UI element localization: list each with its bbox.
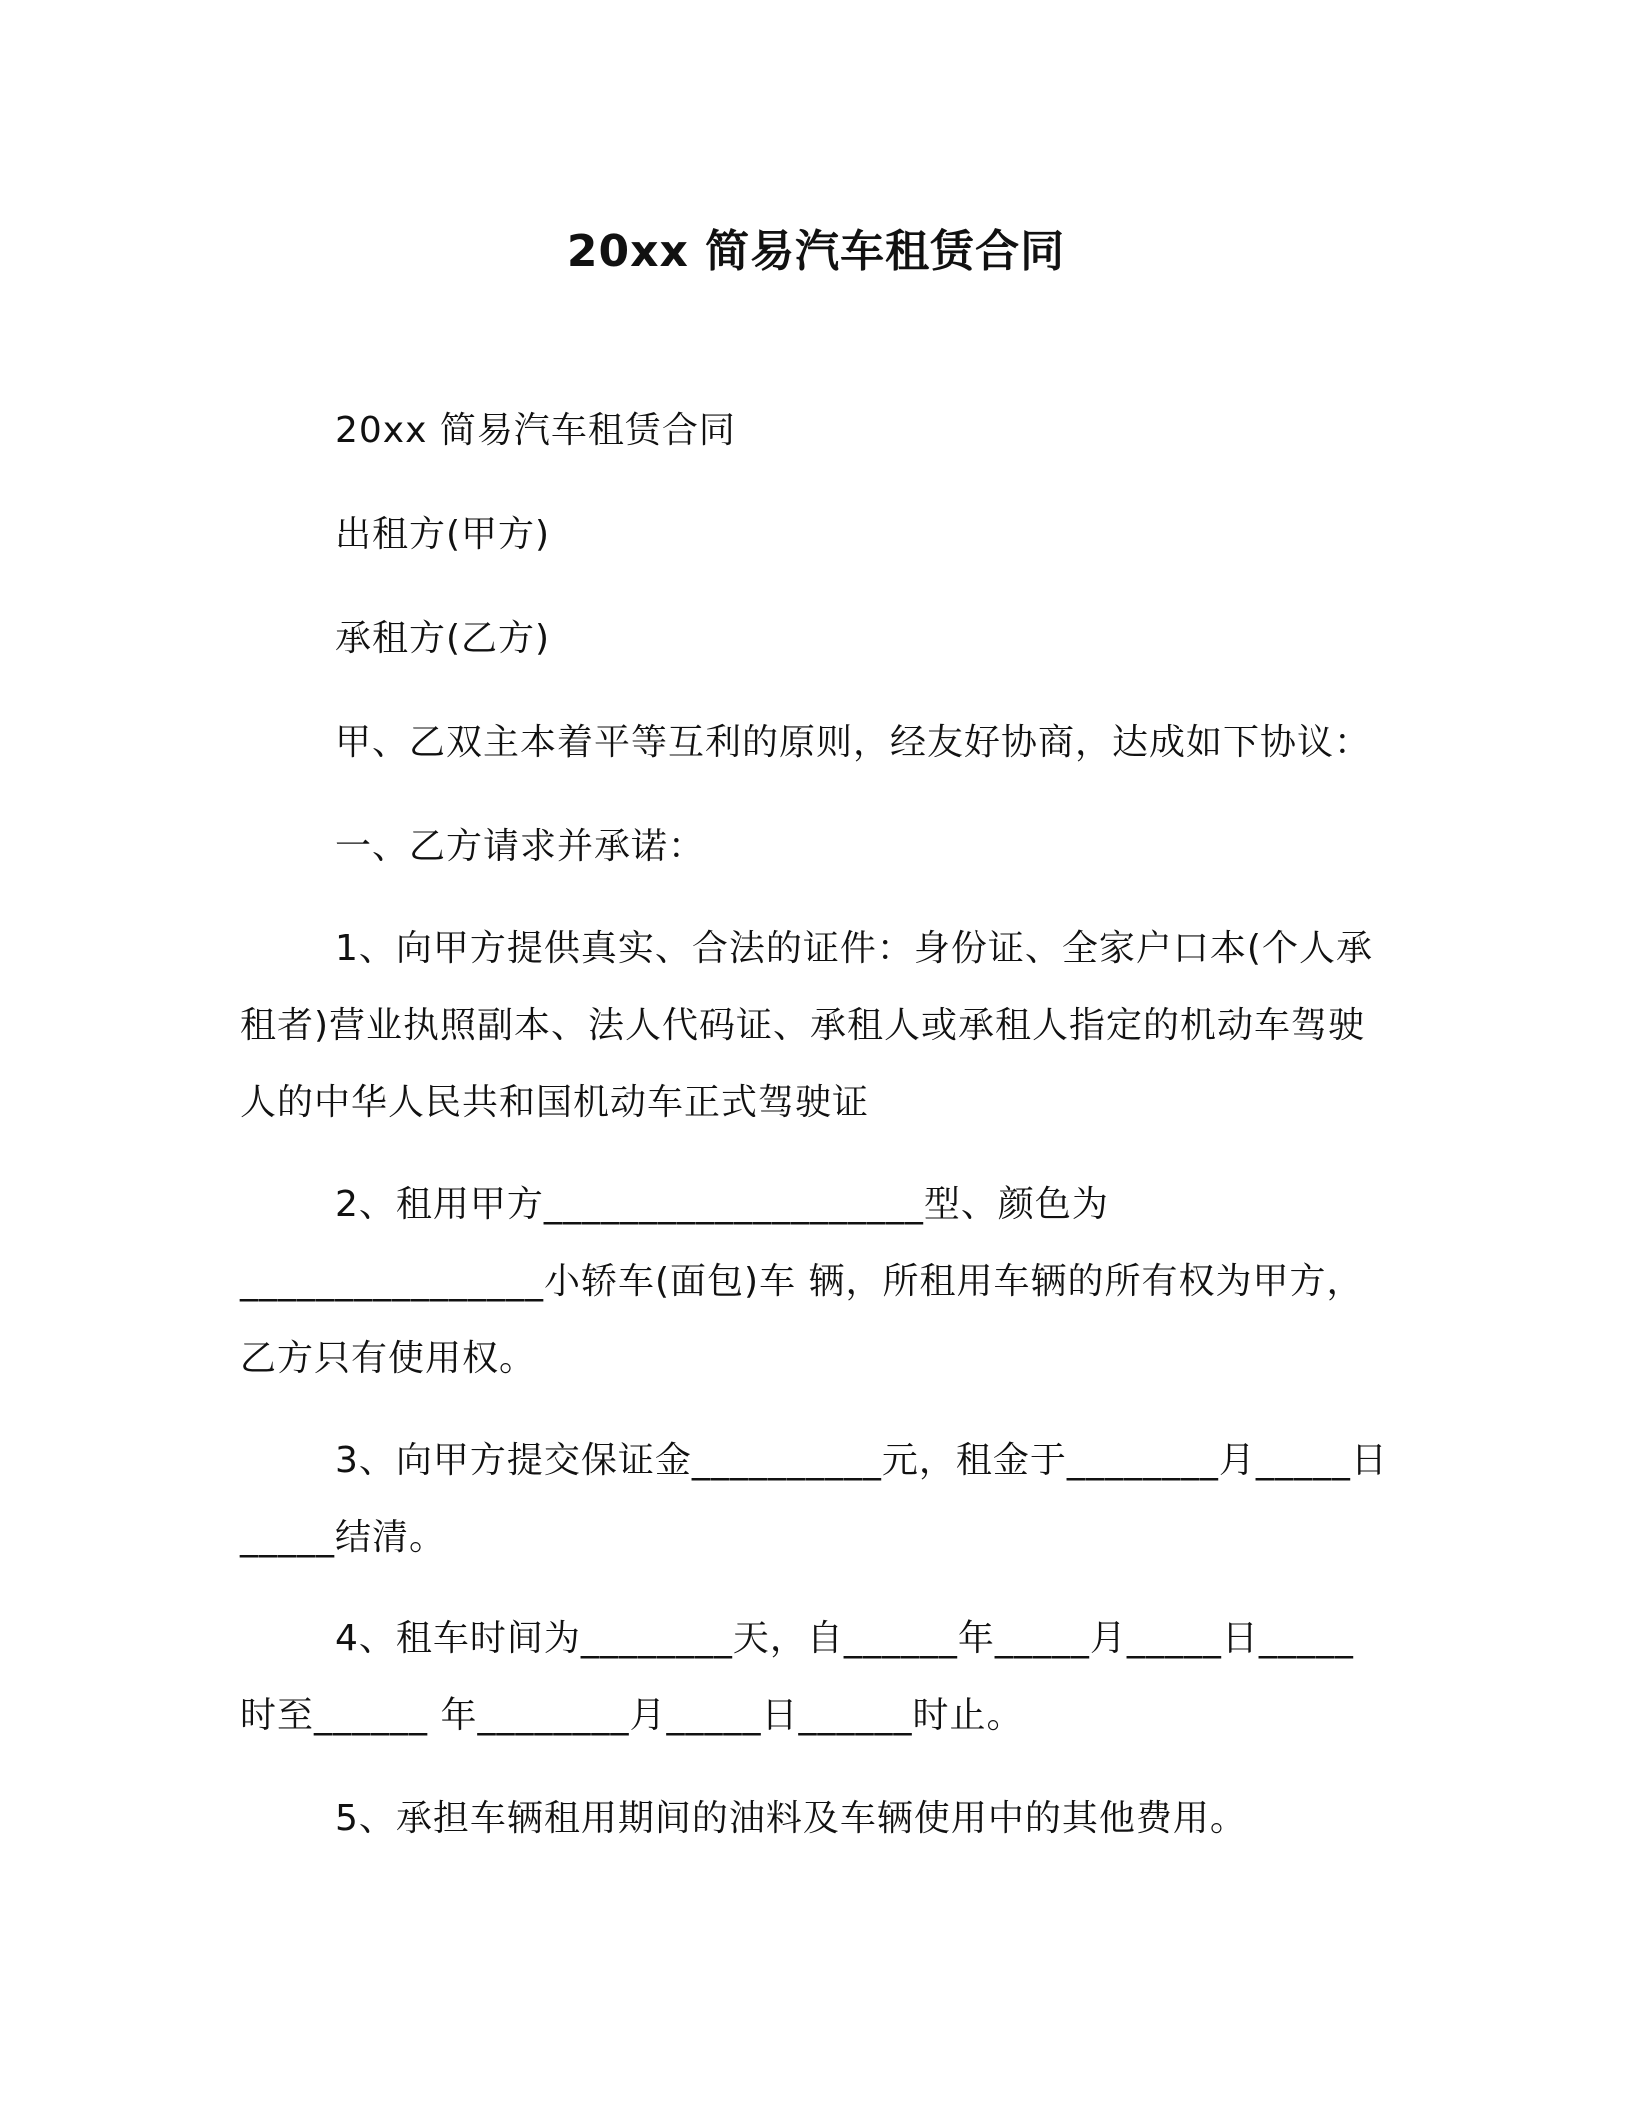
paragraph-item-1: 1、向甲方提供真实、合法的证件：身份证、全家户口本(个人承租者)营业执照副本、法人代码证、承租人或承租人指定的机动车驾驶人的中华人民共和国机动车正式驾驶证: [240, 928, 1373, 1123]
paragraph-subtitle: 20xx 简易汽车租赁合同: [335, 410, 736, 451]
paragraph-section-one: 一、乙方请求并承诺：: [335, 826, 706, 867]
paragraph-lessor: 出租方(甲方): [335, 514, 551, 555]
paragraph-lessee: 承租方(乙方): [335, 618, 551, 659]
paragraph-item-5: 5、承担车辆租用期间的油料及车辆使用中的其他费用。: [335, 1798, 1247, 1839]
paragraph-agreement-intro: 甲、乙双主本着平等互利的原则，经友好协商，达成如下协议：: [335, 722, 1372, 763]
paragraph-item-2: 2、租用甲方____________________型、颜色为________________小轿车(面包)车 辆，所租用车辆的所有权为甲方，乙方只有使用权。: [240, 1184, 1364, 1379]
paragraph-item-4: 4、租车时间为________天，自______年_____月_____日_____时至______ 年________月_____日______时止。: [240, 1618, 1354, 1736]
document-title: 20xx 简易汽车租赁合同: [566, 226, 1066, 277]
paragraph-item-3: 3、向甲方提交保证金__________元，租金于________月_____日_____结清。: [240, 1440, 1388, 1558]
